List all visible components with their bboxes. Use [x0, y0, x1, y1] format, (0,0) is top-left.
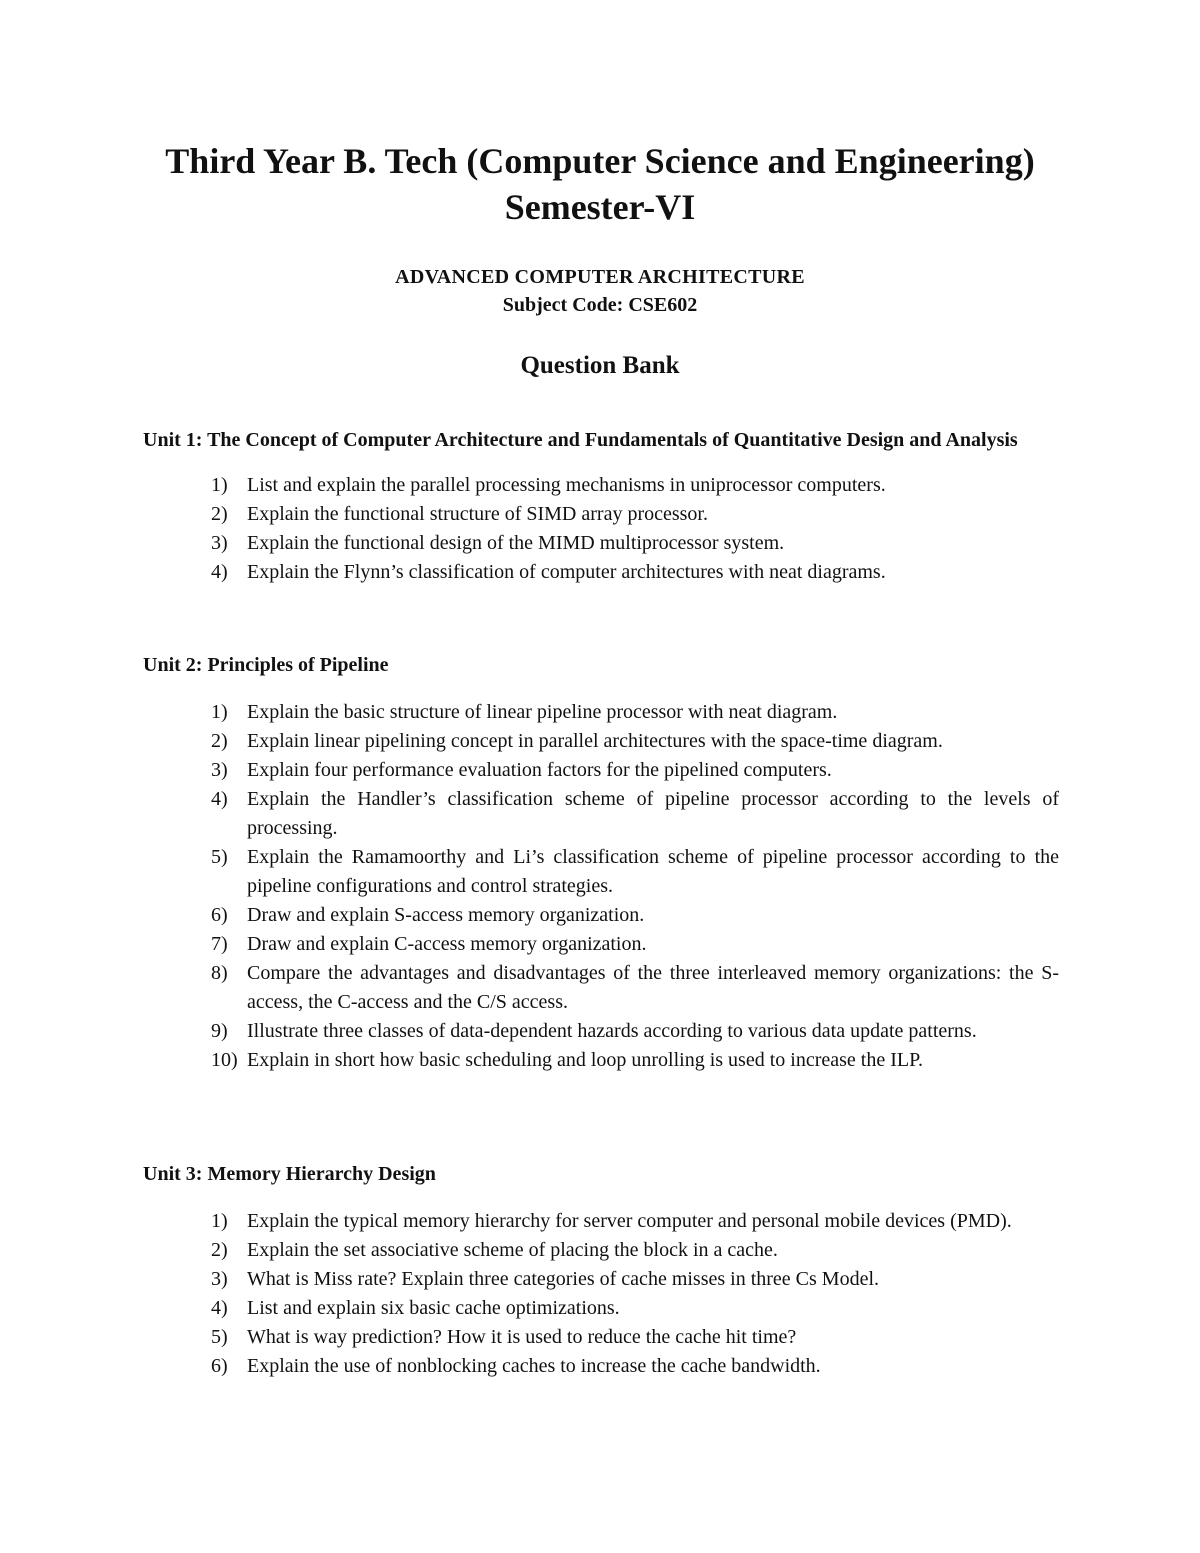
question-number: 8): [211, 962, 228, 984]
question-number: 2): [211, 1239, 228, 1261]
question-text: Explain the Flynn’s classification of computer architectures with neat diagrams.: [247, 561, 886, 583]
question-item: [143, 1207, 1059, 1236]
question-number: 9): [211, 1020, 228, 1042]
question-number: 2): [211, 503, 228, 525]
question-text: Explain the basic structure of linear pipeline processor with neat diagram.: [247, 701, 838, 723]
unit-heading: Unit 1: The Concept of Computer Architecture and Fundamentals of Quantitative Design and Analysis: [143, 429, 1018, 451]
question-list: [143, 698, 1059, 1075]
question-list: [143, 1207, 1059, 1381]
question-item: [143, 558, 1059, 587]
unit-section: [143, 1160, 1059, 1381]
question-text: Explain in short how basic scheduling and loop unrolling is used to increase the ILP.: [247, 1049, 923, 1071]
question-text: Illustrate three classes of data-dependent hazards according to various data update patterns.: [247, 1020, 977, 1042]
semester-title: Semester-VI: [504, 187, 696, 227]
question-number: 3): [211, 759, 228, 781]
question-number: 7): [211, 933, 228, 955]
unit-heading: Unit 2: Principles of Pipeline: [143, 654, 389, 676]
question-item: [143, 471, 1059, 500]
question-text: Explain the Ramamoorthy and Li’s classification scheme of pipeline processor according to the pipeline configurations and control strategies.: [247, 846, 1059, 897]
question-text: Compare the advantages and disadvantages of the three interleaved memory organizations: the S-access, the C-access and the C/S access.: [247, 962, 1059, 1013]
question-number: 1): [211, 1210, 228, 1232]
question-item: [143, 727, 1059, 756]
question-item: [143, 1236, 1059, 1265]
question-item: [143, 1323, 1059, 1352]
question-item: [143, 1017, 1059, 1046]
question-text: What is Miss rate? Explain three categories of cache misses in three Cs Model.: [247, 1268, 880, 1290]
unit-heading: Unit 3: Memory Hierarchy Design: [143, 1163, 436, 1185]
question-item: [143, 1265, 1059, 1294]
question-text: What is way prediction? How it is used to reduce the cache hit time?: [247, 1326, 797, 1348]
question-number: 1): [211, 474, 228, 496]
question-list: [143, 471, 1059, 587]
question-number: 4): [211, 788, 228, 810]
question-text: Explain the functional structure of SIMD array processor.: [247, 503, 708, 525]
question-item: [143, 901, 1059, 930]
question-number: 3): [211, 1268, 228, 1290]
question-number: 5): [211, 846, 228, 868]
question-text: Explain four performance evaluation factors for the pipelined computers.: [247, 759, 832, 781]
question-item: [143, 843, 1059, 901]
question-text: Explain the Handler’s classification scheme of pipeline processor according to the levels of processing.: [247, 788, 1059, 839]
question-text: Explain the typical memory hierarchy for server computer and personal mobile devices (PMD).: [247, 1210, 1012, 1232]
question-item: [143, 930, 1059, 959]
question-item: [143, 529, 1059, 558]
course-block: [0, 263, 1200, 319]
question-number: 3): [211, 532, 228, 554]
question-item: [143, 756, 1059, 785]
question-bank-heading: Question Bank: [520, 352, 680, 379]
question-number: 10): [211, 1049, 238, 1071]
question-text: List and explain the parallel processing mechanisms in uniprocessor computers.: [247, 474, 886, 496]
question-number: 6): [211, 1355, 228, 1377]
question-number: 1): [211, 701, 228, 723]
question-item: [143, 500, 1059, 529]
question-text: Explain the use of nonblocking caches to increase the cache bandwidth.: [247, 1355, 821, 1377]
question-text: List and explain six basic cache optimizations.: [247, 1297, 620, 1319]
unit-section: [143, 651, 1059, 1075]
subject-code: Subject Code: CSE602: [502, 294, 698, 316]
question-text: Draw and explain C-access memory organization.: [247, 933, 647, 955]
question-number: 2): [211, 730, 228, 752]
question-text: Explain the functional design of the MIMD multiprocessor system.: [247, 532, 785, 554]
question-text: Explain linear pipelining concept in parallel architectures with the space-time diagram.: [247, 730, 943, 752]
question-item: [143, 698, 1059, 727]
unit-section: [143, 426, 1059, 587]
question-number: 4): [211, 1297, 228, 1319]
question-number: 4): [211, 561, 228, 583]
title-block: [0, 138, 1200, 230]
question-item: [143, 1046, 1059, 1075]
question-number: 5): [211, 1326, 228, 1348]
main-title: Third Year B. Tech (Computer Science and Engineering): [165, 141, 1035, 181]
question-item: [143, 1294, 1059, 1323]
course-name: ADVANCED COMPUTER ARCHITECTURE: [395, 266, 805, 288]
question-text: Draw and explain S-access memory organization.: [247, 904, 645, 926]
question-item: [143, 785, 1059, 843]
question-number: 6): [211, 904, 228, 926]
question-text: Explain the set associative scheme of placing the block in a cache.: [247, 1239, 778, 1261]
question-item: [143, 959, 1059, 1017]
question-item: [143, 1352, 1059, 1381]
